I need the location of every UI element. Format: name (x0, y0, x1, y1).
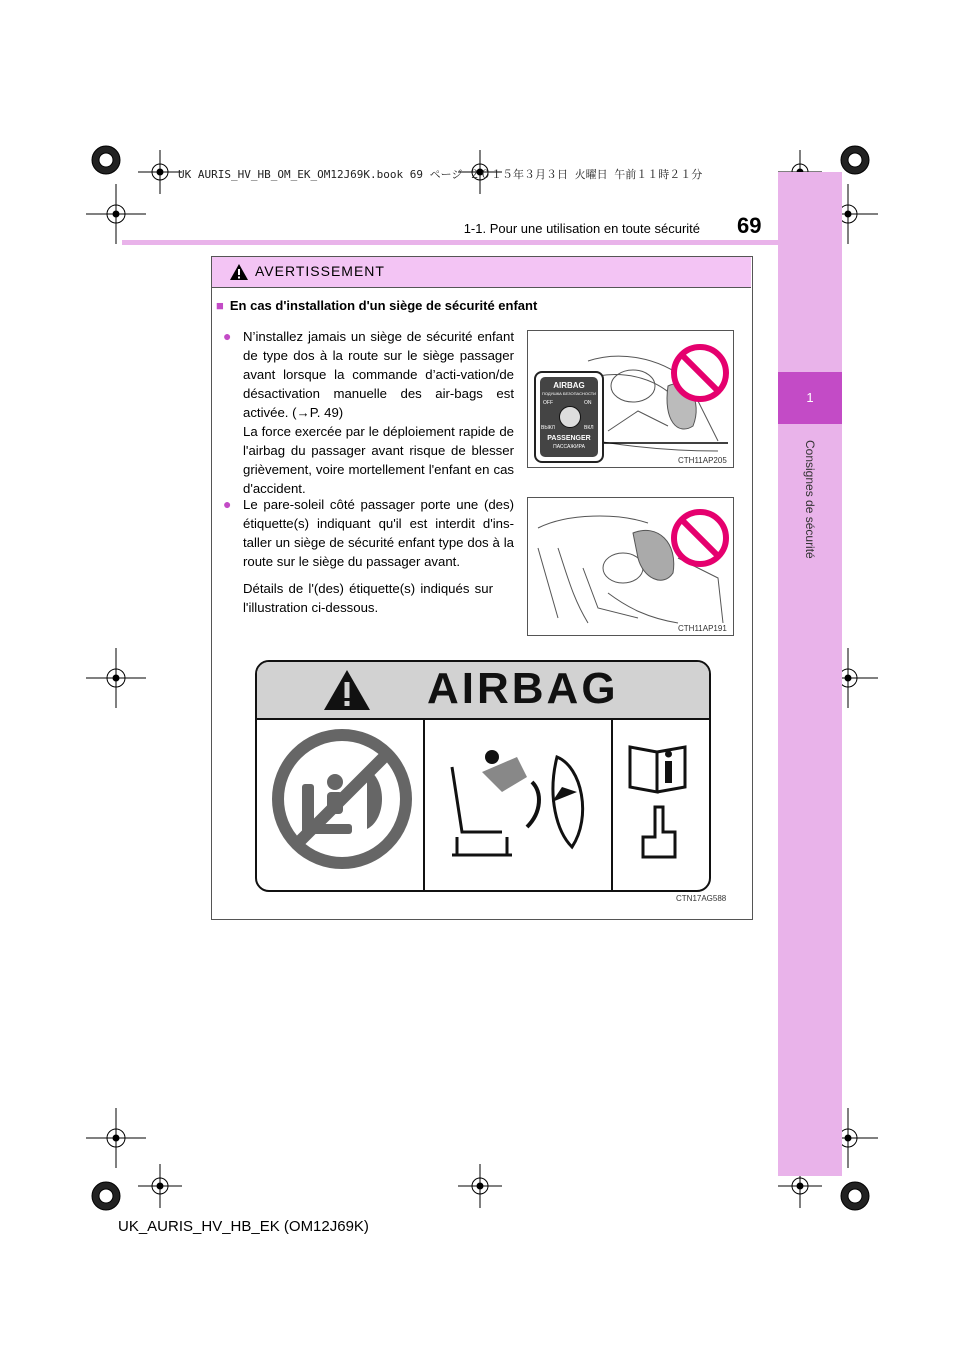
illustration-airbag-switch (527, 330, 734, 468)
bullet-1-continuation: La force exercée par le déploiement rapide de l'airbag du passager avant risque de blesser grièvement, voire mortellement l'enfant en cas d'accident. (243, 424, 514, 496)
label-divider-2 (611, 720, 613, 890)
bullet-item-2 (223, 495, 514, 617)
header-band (122, 240, 842, 245)
no-child-seat-icon (267, 724, 417, 874)
footer-document-id: UK_AURIS_HV_HB_EK (OM12J69K) (118, 1218, 369, 1235)
airbag-warning-label (255, 660, 711, 892)
airbag-switch-panel (534, 371, 604, 463)
bullet-item-1 (223, 327, 514, 498)
print-meta-line: UK AURIS_HV_HB_OM_EK_OM12J69K.book 69 ページ ２０１５年３月３日 火曜日 午前１１時２１分 (178, 168, 703, 181)
figure-code-3: CTN17AG588 (676, 894, 727, 903)
bullet-1-text: N’installez jamais un siège de sécurité enfant de type dos à la route sur le siège passager avant lorsque la commande d’acti-vation/de désactivation manuelle des air-bags est activée. (→P. 49) (243, 329, 514, 420)
page-number: 69 (737, 213, 762, 238)
seat-airbag-pictogram-icon (432, 737, 602, 867)
chapter-label-wrap (780, 440, 840, 640)
chapter-label: Consignes de sécurité (803, 440, 817, 559)
figure-code-1: CTH11AP205 (678, 456, 727, 465)
switch-passenger-ru-label: ПАССАЖИРА (553, 444, 585, 450)
section-heading (216, 298, 537, 313)
bullet-2-continuation: Détails de l'(des) étiquette(s) indiqués sur l'illustration ci-dessous. (243, 581, 493, 615)
chapter-side-tab (778, 172, 842, 1176)
read-manual-icon (625, 737, 695, 867)
switch-off-ru-label: ВЫКЛ (541, 425, 555, 431)
illustration-airbag-deploy (527, 497, 734, 636)
label-airbag-word: AIRBAG (427, 664, 619, 713)
warning-triangle-icon (229, 263, 249, 281)
bullet-2-text: Le pare-soleil côté passager porte une (des) étiquette(s) indiquant qu'il est interdit d'ins-taller un siège de sécurité enfant type dos à la route sur le siège du passager avant. (243, 497, 514, 569)
switch-off-label: OFF (543, 400, 553, 406)
switch-subtitle: ПОДУШКА БЕЗОПАСНОСТИ (541, 391, 597, 396)
switch-knob[interactable] (559, 406, 581, 428)
switch-on-ru-label: ВКЛ (584, 425, 594, 431)
figure-code-2: CTH11AP191 (678, 624, 727, 633)
switch-passenger-label: PASSENGER (547, 435, 591, 442)
switch-on-label: ON (584, 400, 592, 406)
label-divider-1 (423, 720, 425, 890)
passenger-seat-drawing (528, 498, 733, 635)
section-heading-text: En cas d'installation d'un siège de sécurité enfant (229, 298, 538, 313)
switch-title: AIRBAG (553, 381, 585, 390)
label-warning-triangle-icon (322, 668, 372, 712)
round-bullet-icon: ● (223, 328, 232, 344)
chapter-number: 1 (806, 390, 814, 405)
running-header: 1-1. Pour une utilisation en toute sécurité (463, 221, 700, 236)
warning-title: AVERTISSEMENT (255, 263, 385, 279)
round-bullet-icon: ● (223, 496, 232, 512)
square-bullet-icon: ■ (216, 298, 224, 313)
